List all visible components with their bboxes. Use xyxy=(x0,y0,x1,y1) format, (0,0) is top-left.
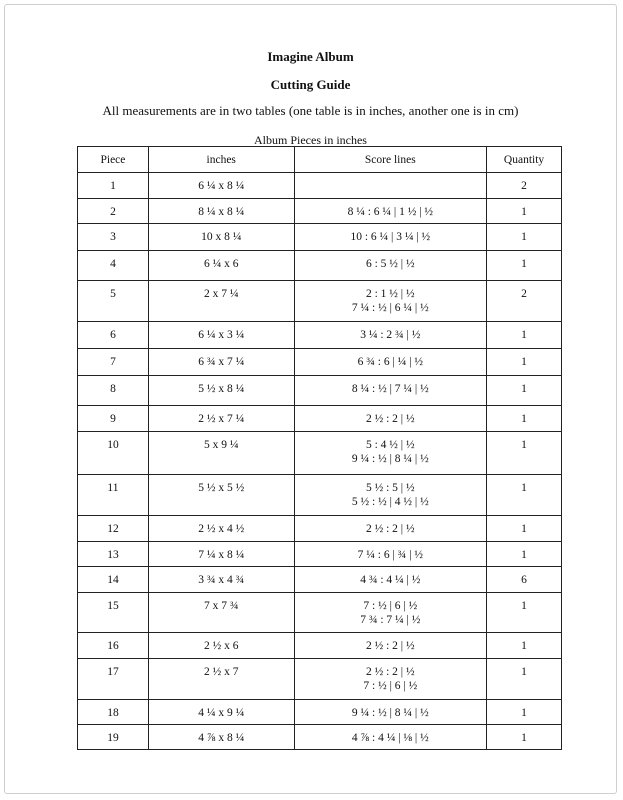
cell-piece: 8 xyxy=(78,376,149,406)
cell-quantity: 1 xyxy=(487,199,562,224)
score-line: 2 : 1 ½ | ½ xyxy=(365,288,415,300)
score-line: 2 ½ : 2 | ½ xyxy=(365,523,415,535)
cell-inches: 6 ¼ x 3 ¼ xyxy=(148,322,294,349)
cell-score-lines xyxy=(294,281,487,322)
header-inches: inches xyxy=(148,147,294,173)
cell-quantity: 1 xyxy=(487,376,562,406)
cell-inches: 7 x 7 ¾ xyxy=(148,593,294,633)
cell-piece: 19 xyxy=(78,725,149,750)
table-row xyxy=(78,725,562,750)
cell-inches: 2 ½ x 7 ¼ xyxy=(148,406,294,432)
score-line: 5 : 4 ½ | ½ xyxy=(365,439,415,451)
table-row xyxy=(78,700,562,725)
score-line: 9 ¼ : ½ | 8 ¼ | ½ xyxy=(351,707,429,719)
table-row xyxy=(78,516,562,542)
table-row xyxy=(78,173,562,199)
cell-quantity: 1 xyxy=(487,251,562,281)
cell-score-lines xyxy=(294,725,487,750)
cell-piece: 15 xyxy=(78,593,149,633)
cell-piece: 12 xyxy=(78,516,149,542)
score-line: 7 : ½ | 6 | ½ xyxy=(363,680,418,692)
table-row xyxy=(78,349,562,376)
score-line: 8 ¼ : ½ | 7 ¼ | ½ xyxy=(351,383,429,395)
cell-piece: 9 xyxy=(78,406,149,432)
cell-score-lines xyxy=(294,173,487,199)
score-line: 4 ¾ : 4 ¼ | ½ xyxy=(360,574,421,586)
cell-score-lines xyxy=(294,349,487,376)
table-row xyxy=(78,281,562,322)
cell-quantity: 1 xyxy=(487,406,562,432)
cell-quantity: 1 xyxy=(487,633,562,659)
cell-inches: 2 x 7 ¼ xyxy=(148,281,294,322)
score-line: 2 ½ : 2 | ½ xyxy=(365,666,415,678)
cell-score-lines xyxy=(294,659,487,700)
table-row xyxy=(78,567,562,593)
cell-piece: 17 xyxy=(78,659,149,700)
document-description: All measurements are in two tables (one table is in inches, another one is in cm) xyxy=(102,103,519,118)
cell-inches: 5 x 9 ¼ xyxy=(148,432,294,475)
cell-inches: 4 ⅞ x 8 ¼ xyxy=(148,725,294,750)
table-row xyxy=(78,659,562,700)
table-row xyxy=(78,376,562,406)
cell-piece: 2 xyxy=(78,199,149,224)
table-header-row xyxy=(78,147,562,173)
cell-piece: 11 xyxy=(78,475,149,516)
cell-score-lines xyxy=(294,376,487,406)
table-row xyxy=(78,199,562,224)
cell-score-lines xyxy=(294,542,487,567)
score-line: 8 ¼ : 6 ¼ | 1 ½ | ½ xyxy=(347,206,434,218)
score-line: 2 ½ : 2 | ½ xyxy=(365,640,415,652)
table-row xyxy=(78,432,562,475)
table-body xyxy=(78,173,562,750)
table-row xyxy=(78,406,562,432)
cell-piece: 1 xyxy=(78,173,149,199)
document-title: Imagine Album xyxy=(267,49,354,64)
cell-score-lines xyxy=(294,633,487,659)
cell-piece: 6 xyxy=(78,322,149,349)
score-line: 3 ¼ : 2 ¾ | ½ xyxy=(360,329,421,341)
cell-quantity: 1 xyxy=(487,516,562,542)
header-score-lines: Score lines xyxy=(294,147,487,173)
cell-quantity: 1 xyxy=(487,475,562,516)
cell-piece: 16 xyxy=(78,633,149,659)
score-line: 7 ¼ : 6 | ¾ | ½ xyxy=(357,549,423,561)
cell-score-lines xyxy=(294,475,487,516)
cell-piece: 5 xyxy=(78,281,149,322)
cell-quantity: 1 xyxy=(487,349,562,376)
table-row xyxy=(78,593,562,633)
cell-quantity: 1 xyxy=(487,725,562,750)
cell-piece: 18 xyxy=(78,700,149,725)
score-line: 2 ½ : 2 | ½ xyxy=(365,413,415,425)
cell-piece: 13 xyxy=(78,542,149,567)
cell-inches: 5 ½ x 5 ½ xyxy=(148,475,294,516)
cell-quantity: 1 xyxy=(487,432,562,475)
cell-score-lines xyxy=(294,593,487,633)
document-page xyxy=(4,4,617,794)
cell-score-lines xyxy=(294,432,487,475)
cell-score-lines xyxy=(294,700,487,725)
score-line: 6 ¾ : 6 | ¼ | ½ xyxy=(357,356,423,368)
cell-inches: 6 ¼ x 6 xyxy=(148,251,294,281)
score-line: 7 : ½ | 6 | ½ xyxy=(363,600,418,612)
cell-quantity: 1 xyxy=(487,659,562,700)
score-line: 4 ⅞ : 4 ¼ | ⅛ | ½ xyxy=(351,732,429,744)
cell-piece: 10 xyxy=(78,432,149,475)
cell-inches: 2 ½ x 4 ½ xyxy=(148,516,294,542)
cell-score-lines xyxy=(294,251,487,281)
cell-score-lines xyxy=(294,322,487,349)
cell-quantity: 1 xyxy=(487,700,562,725)
cell-score-lines xyxy=(294,199,487,224)
cell-inches: 6 ¾ x 7 ¼ xyxy=(148,349,294,376)
cell-piece: 14 xyxy=(78,567,149,593)
table-row xyxy=(78,251,562,281)
score-line: 9 ¼ : ½ | 8 ¼ | ½ xyxy=(351,453,429,465)
score-line: 10 : 6 ¼ | 3 ¼ | ½ xyxy=(350,231,431,243)
cutting-table xyxy=(77,146,562,750)
header-quantity: Quantity xyxy=(487,147,562,173)
table-row xyxy=(78,542,562,567)
cell-inches: 3 ¾ x 4 ¾ xyxy=(148,567,294,593)
cell-score-lines xyxy=(294,516,487,542)
header-piece: Piece xyxy=(78,147,149,173)
score-line: 5 ½ : 5 | ½ xyxy=(365,482,415,494)
score-line: 5 ½ : ½ | 4 ½ | ½ xyxy=(351,496,429,508)
cell-inches: 4 ¼ x 9 ¼ xyxy=(148,700,294,725)
cell-score-lines xyxy=(294,224,487,251)
cell-quantity: 1 xyxy=(487,322,562,349)
cell-quantity: 1 xyxy=(487,593,562,633)
score-line: 6 : 5 ½ | ½ xyxy=(365,258,415,270)
score-line: 7 ¾ : 7 ¼ | ½ xyxy=(360,614,421,626)
cell-inches: 6 ¼ x 8 ¼ xyxy=(148,173,294,199)
document-subtitle: Cutting Guide xyxy=(270,77,351,92)
table-row xyxy=(78,322,562,349)
cell-inches: 2 ½ x 6 xyxy=(148,633,294,659)
cell-quantity: 1 xyxy=(487,224,562,251)
cell-piece: 7 xyxy=(78,349,149,376)
cell-inches: 8 ¼ x 8 ¼ xyxy=(148,199,294,224)
cell-inches: 7 ¼ x 8 ¼ xyxy=(148,542,294,567)
cell-quantity: 1 xyxy=(487,542,562,567)
cell-quantity: 6 xyxy=(487,567,562,593)
cell-score-lines xyxy=(294,406,487,432)
cell-quantity: 2 xyxy=(487,173,562,199)
cell-inches: 2 ½ x 7 xyxy=(148,659,294,700)
cell-piece: 4 xyxy=(78,251,149,281)
table-row xyxy=(78,224,562,251)
table-caption: Album Pieces in inches xyxy=(254,133,367,147)
cell-score-lines xyxy=(294,567,487,593)
score-line: 7 ¼ : ½ | 6 ¼ | ½ xyxy=(351,302,429,314)
cell-inches: 5 ½ x 8 ¼ xyxy=(148,376,294,406)
table-row xyxy=(78,475,562,516)
cell-inches: 10 x 8 ¼ xyxy=(148,224,294,251)
cell-piece: 3 xyxy=(78,224,149,251)
cell-quantity: 2 xyxy=(487,281,562,322)
table-row xyxy=(78,633,562,659)
